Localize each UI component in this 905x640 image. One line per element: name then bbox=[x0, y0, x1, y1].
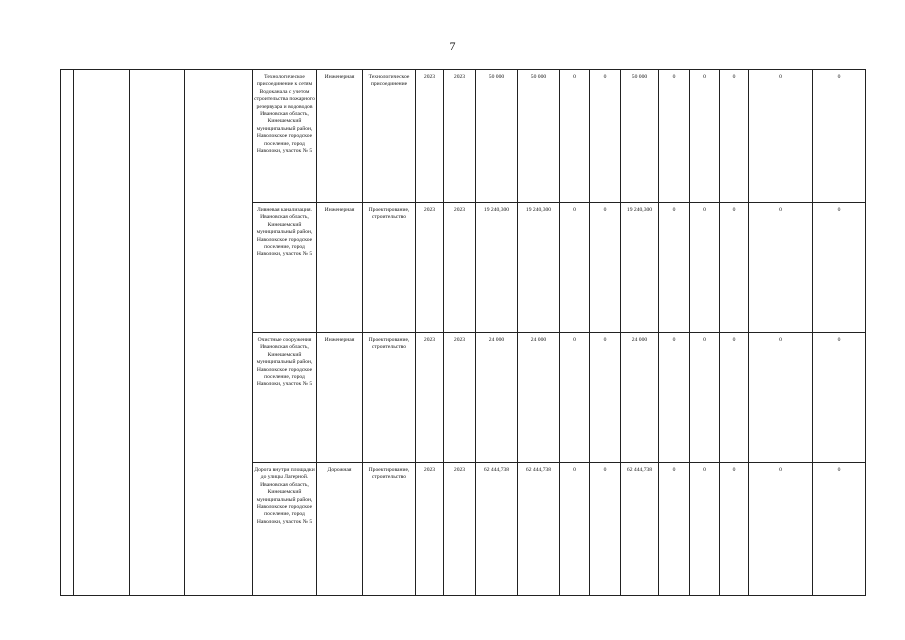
value-cell: 0 bbox=[749, 203, 813, 333]
col-c bbox=[130, 70, 185, 596]
total-cell: 19 240,300 bbox=[476, 203, 518, 333]
work-type-cell: Проектирование, строительство bbox=[363, 463, 416, 596]
col-d bbox=[185, 70, 253, 596]
work-type-cell: Проектирование, строительство bbox=[363, 203, 416, 333]
object-name-cell: Очистные сооружения Ивановская область, Кинешемский муниципальный район, Наволокское городское поселение, город Наволоки, участок № 5 bbox=[253, 333, 317, 463]
end-year-cell: 2023 bbox=[444, 333, 476, 463]
end-year-cell: 2023 bbox=[444, 463, 476, 596]
col-b bbox=[74, 70, 130, 596]
start-year-cell: 2023 bbox=[416, 203, 444, 333]
value-cell: 62 444,738 bbox=[518, 463, 560, 596]
value-cell: 19 240,300 bbox=[621, 203, 659, 333]
table-row bbox=[61, 70, 866, 203]
value-cell: 0 bbox=[720, 463, 749, 596]
value-cell: 0 bbox=[590, 70, 621, 203]
start-year-cell: 2023 bbox=[416, 463, 444, 596]
value-cell: 0 bbox=[749, 463, 813, 596]
total-cell: 50 000 bbox=[476, 70, 518, 203]
value-cell: 0 bbox=[813, 70, 866, 203]
total-cell: 24 000 bbox=[476, 333, 518, 463]
work-type-cell: Технологическое присоединение bbox=[363, 70, 416, 203]
object-name-cell: Дорога внутри площадки до улицы Лагерной. Ивановская область, Кинешемский муниципальный район, Наволокское городское поселение, город Наволоки, участок № 5 bbox=[253, 463, 317, 596]
value-cell: 0 bbox=[720, 70, 749, 203]
category-cell: Дорожная bbox=[317, 463, 363, 596]
value-cell: 0 bbox=[813, 463, 866, 596]
value-cell: 0 bbox=[590, 333, 621, 463]
value-cell: 50 000 bbox=[621, 70, 659, 203]
value-cell: 0 bbox=[690, 463, 720, 596]
value-cell: 62 444,738 bbox=[621, 463, 659, 596]
object-name-cell: Ливневая канализация. Ивановская область, Кинешемский муниципальный район, Наволокское городское поселение, город Наволоки, участок № 5 bbox=[253, 203, 317, 333]
end-year-cell: 2023 bbox=[444, 203, 476, 333]
value-cell: 0 bbox=[720, 203, 749, 333]
value-cell: 0 bbox=[590, 203, 621, 333]
category-cell: Инженерная bbox=[317, 333, 363, 463]
start-year-cell: 2023 bbox=[416, 333, 444, 463]
value-cell: 0 bbox=[560, 70, 590, 203]
value-cell: 0 bbox=[813, 203, 866, 333]
object-name-cell: Технологическое присоединение к сетям Водоканала с учетом строительства пожарного резервуара и водоводов Ивановская область, Кинешемский муниципальный район, Наволокское городское поселение, город Наволоки, участок № 5 bbox=[253, 70, 317, 203]
page-number: 7 bbox=[449, 39, 456, 53]
value-cell: 19 240,300 bbox=[518, 203, 560, 333]
value-cell: 0 bbox=[690, 70, 720, 203]
col-a bbox=[61, 70, 74, 596]
category-cell: Инженерная bbox=[317, 70, 363, 203]
value-cell: 0 bbox=[659, 333, 690, 463]
category-cell: Инженерная bbox=[317, 203, 363, 333]
value-cell: 24 000 bbox=[518, 333, 560, 463]
value-cell: 0 bbox=[749, 70, 813, 203]
start-year-cell: 2023 bbox=[416, 70, 444, 203]
total-cell: 62 444,738 bbox=[476, 463, 518, 596]
value-cell: 0 bbox=[560, 463, 590, 596]
value-cell: 0 bbox=[813, 333, 866, 463]
value-cell: 0 bbox=[659, 463, 690, 596]
value-cell: 0 bbox=[749, 333, 813, 463]
value-cell: 24 000 bbox=[621, 333, 659, 463]
value-cell: 0 bbox=[690, 333, 720, 463]
value-cell: 0 bbox=[690, 203, 720, 333]
value-cell: 0 bbox=[560, 333, 590, 463]
value-cell: 0 bbox=[659, 70, 690, 203]
investment-table bbox=[60, 69, 866, 596]
value-cell: 0 bbox=[720, 333, 749, 463]
value-cell: 0 bbox=[659, 203, 690, 333]
end-year-cell: 2023 bbox=[444, 70, 476, 203]
value-cell: 50 000 bbox=[518, 70, 560, 203]
value-cell: 0 bbox=[560, 203, 590, 333]
work-type-cell: Проектирование, строительство bbox=[363, 333, 416, 463]
value-cell: 0 bbox=[590, 463, 621, 596]
